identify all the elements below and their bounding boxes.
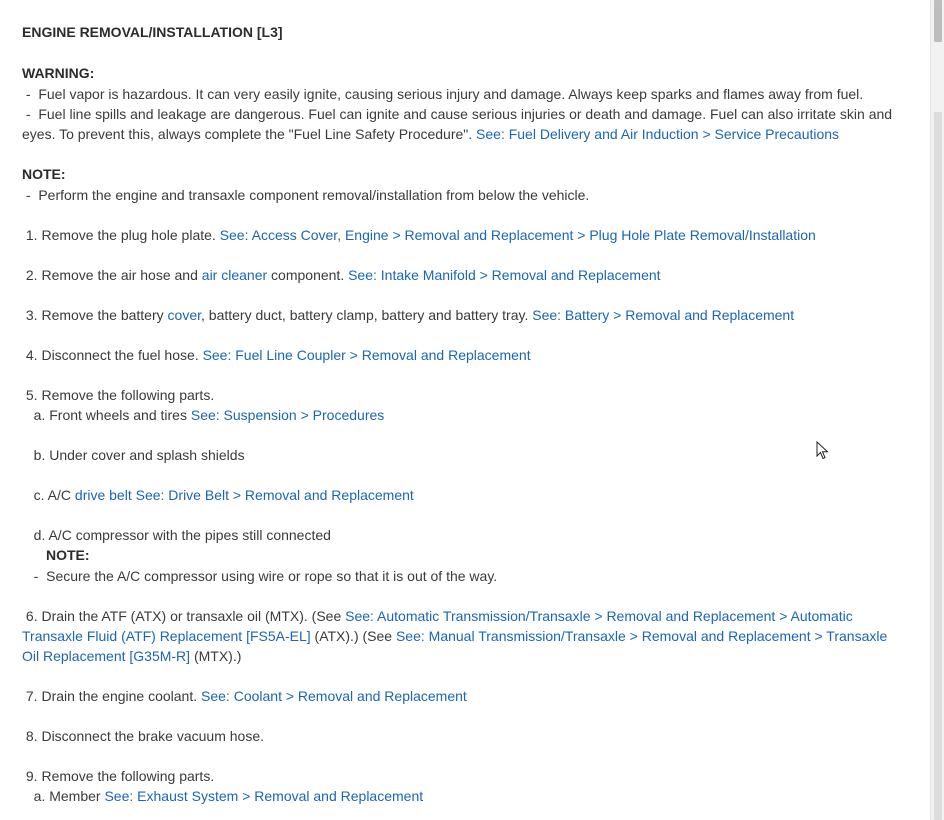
- note-heading: NOTE:: [22, 166, 66, 182]
- step-2: [22, 265, 661, 285]
- scrollbar-thumb[interactable]: [934, 0, 942, 42]
- vertical-scrollbar[interactable]: [930, 0, 944, 820]
- step-5a: [22, 405, 384, 425]
- step-text: (MTX).): [190, 648, 242, 664]
- step-text: 6. Drain the ATF (ATX) or transaxle oil (MTX). (See: [22, 608, 346, 624]
- cover-link[interactable]: cover: [167, 307, 201, 323]
- suspension-procedures-link[interactable]: See: Suspension > Procedures: [190, 407, 385, 423]
- step-text: 3. Remove the battery: [22, 307, 168, 323]
- step-5b: b. Under cover and splash shields: [22, 447, 245, 463]
- warning-item-text: - Fuel line spills and leakage are dangerous. Fuel can ignite and cause serious injuries or death and damage. Fuel can also irritate skin and eyes. To prevent this, always complete the "Fuel Line Safety Procedure".: [22, 106, 896, 142]
- intake-manifold-link[interactable]: See: Intake Manifold > Removal and Replacement: [348, 267, 661, 283]
- step-text: 7. Drain the engine coolant.: [22, 688, 202, 704]
- step-3: [22, 305, 794, 325]
- coolant-link[interactable]: See: Coolant > Removal and Replacement: [201, 688, 467, 704]
- step-1: [22, 225, 816, 245]
- substep-note-heading: NOTE:: [46, 547, 90, 563]
- battery-link[interactable]: See: Battery > Removal and Replacement: [532, 307, 795, 323]
- substep-text: c. A/C: [22, 487, 75, 503]
- step-7: [22, 686, 467, 706]
- step-text: component.: [267, 267, 349, 283]
- substep-note-item: - Secure the A/C compressor using wire or rope so that it is out of the way.: [22, 568, 498, 584]
- step-text: (ATX).) (See: [310, 628, 396, 644]
- service-precautions-link[interactable]: See: Fuel Delivery and Air Induction > Service Precautions: [476, 126, 840, 142]
- step-text: 1. Remove the plug hole plate.: [22, 227, 220, 243]
- substep-text: a. Member: [22, 788, 105, 804]
- drive-belt-link[interactable]: drive belt See: Drive Belt > Removal and Replacement: [74, 487, 414, 503]
- note-item: - Perform the engine and transaxle component removal/installation from below the vehicle.: [22, 187, 590, 203]
- step-9: 9. Remove the following parts.: [22, 768, 215, 784]
- fuel-line-coupler-link[interactable]: See: Fuel Line Coupler > Removal and Replacement: [202, 347, 531, 363]
- scrollbar-track[interactable]: [934, 112, 942, 820]
- substep-text: a. Front wheels and tires: [22, 407, 191, 423]
- mouse-cursor-icon: [816, 441, 830, 461]
- atf-replacement-link[interactable]: See: Automatic Transmission/Transaxle > Removal and Replacement > Automatic Transaxle Fluid (ATF) Replacement [FS5A-EL]: [22, 608, 857, 644]
- step-text: 4. Disconnect the fuel hose.: [22, 347, 203, 363]
- step-5d: d. A/C compressor with the pipes still connected: [22, 527, 331, 543]
- step-text: , battery duct, battery clamp, battery and battery tray.: [201, 307, 533, 323]
- exhaust-system-link[interactable]: See: Exhaust System > Removal and Replacement: [104, 788, 424, 804]
- air-cleaner-link[interactable]: air cleaner: [201, 267, 268, 283]
- transaxle-oil-replacement-link[interactable]: See: Manual Transmission/Transaxle > Removal and Replacement > Transaxle Oil Replacement [G35M-R]: [22, 628, 892, 664]
- step-text: 2. Remove the air hose and: [22, 267, 202, 283]
- step-5c: [22, 485, 414, 505]
- warning-heading: WARNING:: [22, 65, 95, 81]
- warning-item: - Fuel vapor is hazardous. It can very easily ignite, causing serious injury and damage. Always keep sparks and flames away from fuel.: [22, 86, 864, 102]
- step-5: 5. Remove the following parts.: [22, 387, 215, 403]
- step-8: 8. Disconnect the brake vacuum hose.: [22, 728, 265, 744]
- step-9a: [22, 786, 423, 806]
- step-4: [22, 345, 531, 365]
- page-title: ENGINE REMOVAL/INSTALLATION [L3]: [22, 24, 283, 40]
- plug-hole-plate-link[interactable]: See: Access Cover, Engine > Removal and Replacement > Plug Hole Plate Removal/Installation: [219, 227, 816, 243]
- step-6: [22, 606, 907, 666]
- warning-item: [22, 104, 907, 144]
